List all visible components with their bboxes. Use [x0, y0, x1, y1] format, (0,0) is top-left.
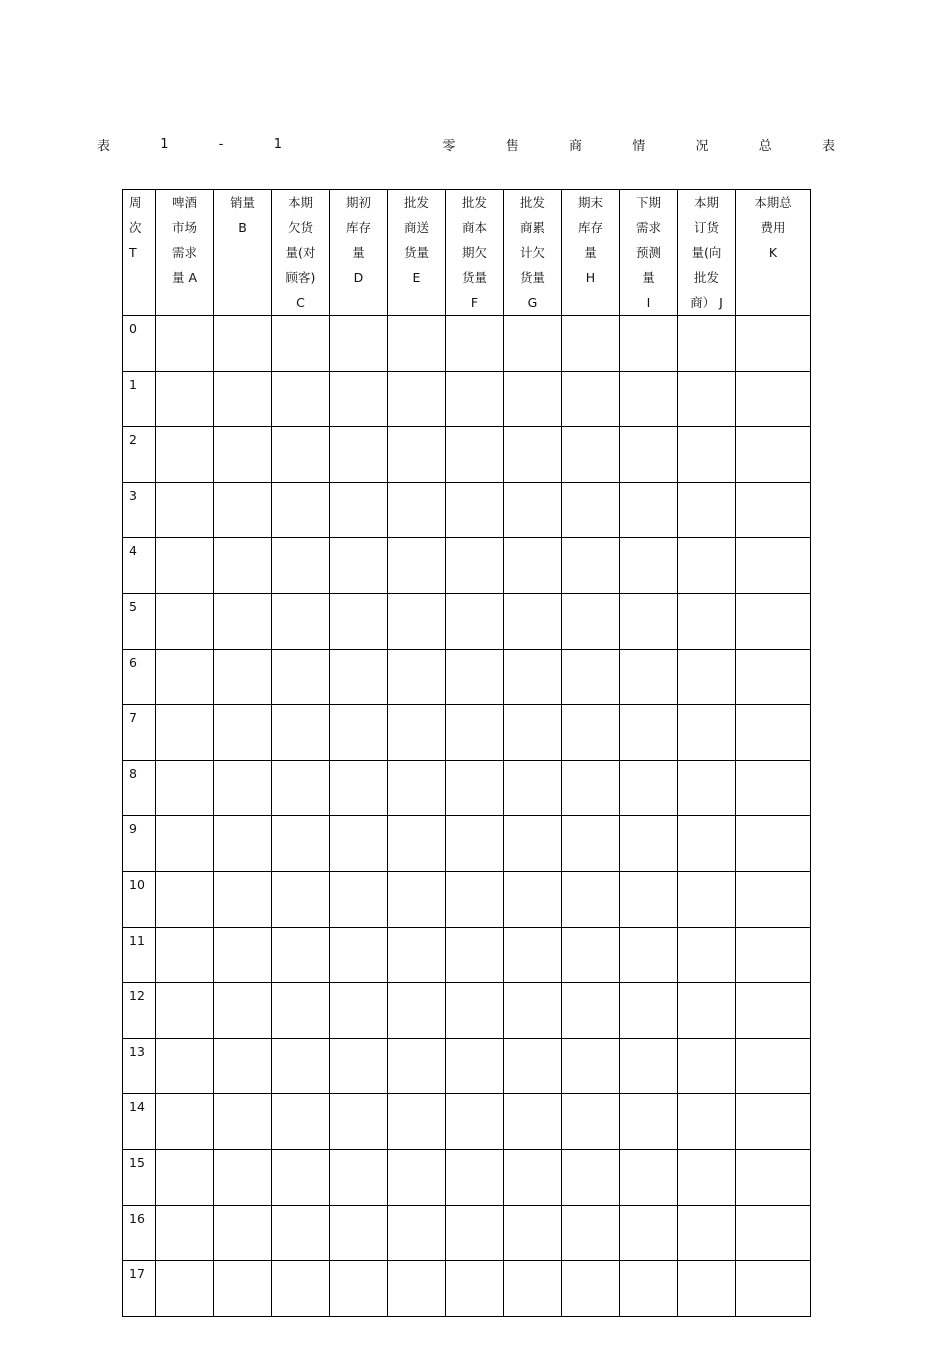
table-row: [123, 927, 811, 983]
title-char: 况: [695, 138, 709, 154]
title-char: -: [218, 136, 224, 152]
empty-cell: [446, 427, 504, 483]
empty-cell: [736, 482, 811, 538]
table-row: [123, 760, 811, 816]
header-cell: [678, 190, 736, 316]
empty-cell: [272, 983, 330, 1039]
header-cell: [562, 190, 620, 316]
empty-cell: [446, 927, 504, 983]
empty-cell: [504, 316, 562, 372]
empty-cell: [272, 482, 330, 538]
empty-cell: [156, 593, 214, 649]
empty-cell: [562, 538, 620, 594]
empty-cell: [156, 1038, 214, 1094]
table-row: [123, 649, 811, 705]
header-label: 本期 订货 量(向 批发 商） J: [690, 195, 723, 310]
empty-cell: [330, 427, 388, 483]
empty-cell: [388, 1261, 446, 1317]
empty-cell: [272, 760, 330, 816]
empty-cell: [388, 1094, 446, 1150]
empty-cell: [272, 1261, 330, 1317]
header-label: 期末 库存 量 H: [577, 195, 603, 285]
empty-cell: [446, 705, 504, 761]
empty-cell: [736, 593, 811, 649]
empty-cell: [388, 705, 446, 761]
title-char: 零: [442, 138, 456, 154]
table-row: [123, 427, 811, 483]
header-label: 期初 库存 量 D: [345, 195, 371, 285]
week-number-cell: 12: [123, 983, 156, 1039]
empty-cell: [156, 1094, 214, 1150]
empty-cell: [678, 371, 736, 427]
week-number-cell: 15: [123, 1149, 156, 1205]
empty-cell: [214, 538, 272, 594]
empty-cell: [156, 816, 214, 872]
empty-cell: [620, 1149, 678, 1205]
empty-cell: [272, 649, 330, 705]
empty-cell: [620, 927, 678, 983]
empty-cell: [504, 705, 562, 761]
empty-cell: [562, 760, 620, 816]
empty-cell: [214, 1205, 272, 1261]
title-char: 商: [568, 138, 582, 154]
empty-cell: [562, 316, 620, 372]
empty-cell: [156, 983, 214, 1039]
empty-cell: [504, 1038, 562, 1094]
empty-cell: [620, 482, 678, 538]
empty-cell: [214, 482, 272, 538]
empty-cell: [504, 983, 562, 1039]
empty-cell: [446, 1205, 504, 1261]
header-cell: [446, 190, 504, 316]
empty-cell: [736, 983, 811, 1039]
empty-cell: [330, 371, 388, 427]
empty-cell: [562, 816, 620, 872]
empty-cell: [388, 482, 446, 538]
table-row: [123, 1205, 811, 1261]
empty-cell: [504, 871, 562, 927]
table-row: [123, 316, 811, 372]
empty-cell: [156, 1261, 214, 1317]
empty-cell: [214, 816, 272, 872]
empty-cell: [678, 482, 736, 538]
empty-cell: [736, 705, 811, 761]
empty-cell: [562, 427, 620, 483]
empty-cell: [504, 760, 562, 816]
empty-cell: [214, 1261, 272, 1317]
empty-cell: [214, 649, 272, 705]
empty-cell: [736, 760, 811, 816]
empty-cell: [388, 593, 446, 649]
empty-cell: [620, 816, 678, 872]
empty-cell: [330, 1094, 388, 1150]
empty-cell: [446, 816, 504, 872]
empty-cell: [446, 482, 504, 538]
empty-cell: [620, 593, 678, 649]
empty-cell: [388, 1038, 446, 1094]
empty-cell: [446, 649, 504, 705]
week-number-cell: 4: [123, 538, 156, 594]
empty-cell: [504, 482, 562, 538]
empty-cell: [330, 482, 388, 538]
empty-cell: [620, 1038, 678, 1094]
empty-cell: [272, 1038, 330, 1094]
header-label: 啤酒 市场 需求 量 A: [171, 195, 198, 285]
empty-cell: [736, 1038, 811, 1094]
empty-cell: [620, 538, 678, 594]
empty-cell: [388, 871, 446, 927]
empty-cell: [272, 705, 330, 761]
empty-cell: [388, 649, 446, 705]
empty-cell: [562, 1261, 620, 1317]
empty-cell: [620, 649, 678, 705]
week-number-cell: 8: [123, 760, 156, 816]
empty-cell: [736, 1094, 811, 1150]
empty-cell: [562, 871, 620, 927]
week-number-cell: 1: [123, 371, 156, 427]
empty-cell: [214, 927, 272, 983]
empty-cell: [678, 816, 736, 872]
empty-cell: [678, 760, 736, 816]
header-row: [123, 190, 811, 316]
table-row: [123, 371, 811, 427]
empty-cell: [214, 983, 272, 1039]
empty-cell: [388, 316, 446, 372]
empty-cell: [736, 316, 811, 372]
header-cell: [156, 190, 214, 316]
empty-cell: [562, 927, 620, 983]
empty-cell: [736, 371, 811, 427]
table-row: [123, 983, 811, 1039]
week-number-cell: 5: [123, 593, 156, 649]
empty-cell: [214, 427, 272, 483]
empty-cell: [330, 316, 388, 372]
week-number-cell: 10: [123, 871, 156, 927]
empty-cell: [156, 871, 214, 927]
table-row: [123, 593, 811, 649]
empty-cell: [214, 316, 272, 372]
empty-cell: [388, 983, 446, 1039]
week-number-cell: 7: [123, 705, 156, 761]
empty-cell: [678, 1261, 736, 1317]
header-cell: [214, 190, 272, 316]
empty-cell: [446, 1261, 504, 1317]
empty-cell: [446, 983, 504, 1039]
header-cell: [272, 190, 330, 316]
empty-cell: [678, 983, 736, 1039]
empty-cell: [330, 538, 388, 594]
empty-cell: [156, 760, 214, 816]
empty-cell: [504, 816, 562, 872]
week-number-cell: 3: [123, 482, 156, 538]
empty-cell: [620, 871, 678, 927]
empty-cell: [562, 1205, 620, 1261]
empty-cell: [272, 538, 330, 594]
empty-cell: [446, 1094, 504, 1150]
empty-cell: [272, 927, 330, 983]
empty-cell: [214, 705, 272, 761]
empty-cell: [330, 816, 388, 872]
empty-cell: [562, 983, 620, 1039]
empty-cell: [446, 538, 504, 594]
header-label: 批发 商本 期欠 货量 F: [461, 195, 487, 310]
empty-cell: [504, 427, 562, 483]
empty-cell: [504, 593, 562, 649]
empty-cell: [272, 593, 330, 649]
empty-cell: [156, 705, 214, 761]
empty-cell: [272, 1094, 330, 1150]
header-cell: [123, 190, 156, 316]
empty-cell: [678, 538, 736, 594]
empty-cell: [678, 1038, 736, 1094]
table-row: [123, 1094, 811, 1150]
empty-cell: [214, 1038, 272, 1094]
empty-cell: [272, 371, 330, 427]
empty-cell: [330, 927, 388, 983]
empty-cell: [736, 538, 811, 594]
header-cell: [388, 190, 446, 316]
empty-cell: [214, 1149, 272, 1205]
empty-cell: [620, 1094, 678, 1150]
week-number-cell: 2: [123, 427, 156, 483]
header-label: 本期总 费用 K: [754, 195, 792, 260]
empty-cell: [562, 371, 620, 427]
empty-cell: [330, 760, 388, 816]
empty-cell: [156, 482, 214, 538]
empty-cell: [446, 316, 504, 372]
empty-cell: [620, 316, 678, 372]
empty-cell: [156, 371, 214, 427]
empty-cell: [388, 371, 446, 427]
table-row: [123, 705, 811, 761]
empty-cell: [214, 593, 272, 649]
empty-cell: [678, 649, 736, 705]
empty-cell: [156, 538, 214, 594]
empty-cell: [446, 1149, 504, 1205]
empty-cell: [330, 1205, 388, 1261]
empty-cell: [272, 816, 330, 872]
table-row: [123, 1149, 811, 1205]
empty-cell: [330, 593, 388, 649]
table-row: [123, 816, 811, 872]
retailer-summary-table: [122, 189, 811, 1317]
empty-cell: [446, 760, 504, 816]
week-number-cell: 0: [123, 316, 156, 372]
empty-cell: [562, 1094, 620, 1150]
empty-cell: [214, 871, 272, 927]
empty-cell: [620, 1205, 678, 1261]
header-cell: [736, 190, 811, 316]
table-row: [123, 538, 811, 594]
empty-cell: [736, 927, 811, 983]
empty-cell: [620, 1261, 678, 1317]
empty-cell: [388, 927, 446, 983]
week-number-cell: 16: [123, 1205, 156, 1261]
empty-cell: [446, 371, 504, 427]
title-char: 1: [273, 136, 282, 152]
empty-cell: [330, 649, 388, 705]
week-number-cell: 11: [123, 927, 156, 983]
empty-cell: [678, 927, 736, 983]
empty-cell: [504, 1094, 562, 1150]
empty-cell: [272, 316, 330, 372]
empty-cell: [562, 593, 620, 649]
header-label: 销量 B: [229, 195, 255, 235]
empty-cell: [504, 649, 562, 705]
empty-cell: [562, 649, 620, 705]
empty-cell: [388, 760, 446, 816]
empty-cell: [678, 316, 736, 372]
empty-cell: [330, 871, 388, 927]
empty-cell: [736, 1149, 811, 1205]
table-row: [123, 482, 811, 538]
empty-cell: [504, 927, 562, 983]
empty-cell: [272, 871, 330, 927]
empty-cell: [736, 1261, 811, 1317]
empty-cell: [388, 816, 446, 872]
empty-cell: [388, 1205, 446, 1261]
table-row: [123, 871, 811, 927]
title-char: 总: [758, 138, 772, 154]
header-label: 下期 需求 预测 量 I: [635, 195, 661, 310]
empty-cell: [504, 1261, 562, 1317]
title-char: 表: [821, 138, 835, 154]
empty-cell: [388, 1149, 446, 1205]
empty-cell: [678, 1149, 736, 1205]
empty-cell: [562, 482, 620, 538]
empty-cell: [736, 427, 811, 483]
empty-cell: [678, 871, 736, 927]
empty-cell: [562, 1149, 620, 1205]
empty-cell: [504, 1205, 562, 1261]
empty-cell: [504, 371, 562, 427]
table-row: [123, 1038, 811, 1094]
empty-cell: [330, 1261, 388, 1317]
empty-cell: [272, 1149, 330, 1205]
empty-cell: [620, 983, 678, 1039]
empty-cell: [620, 760, 678, 816]
week-number-cell: 6: [123, 649, 156, 705]
empty-cell: [736, 649, 811, 705]
empty-cell: [156, 649, 214, 705]
empty-cell: [504, 1149, 562, 1205]
week-number-cell: 13: [123, 1038, 156, 1094]
title-char: 表: [97, 138, 111, 154]
week-number-cell: 17: [123, 1261, 156, 1317]
empty-cell: [678, 427, 736, 483]
empty-cell: [620, 427, 678, 483]
header-label: 本期 欠货 量(对 顾客) C: [285, 195, 316, 310]
empty-cell: [156, 427, 214, 483]
table-title: [97, 133, 835, 155]
empty-cell: [214, 760, 272, 816]
empty-cell: [446, 871, 504, 927]
header-cell: [620, 190, 678, 316]
header-cell: [504, 190, 562, 316]
empty-cell: [330, 1038, 388, 1094]
empty-cell: [156, 316, 214, 372]
empty-cell: [620, 371, 678, 427]
empty-cell: [330, 705, 388, 761]
empty-cell: [214, 1094, 272, 1150]
empty-cell: [678, 705, 736, 761]
title-char: 售: [505, 138, 519, 154]
empty-cell: [736, 816, 811, 872]
empty-cell: [330, 983, 388, 1039]
empty-cell: [214, 371, 272, 427]
empty-cell: [388, 427, 446, 483]
table-row: [123, 1261, 811, 1317]
title-char: 1: [160, 136, 169, 152]
empty-cell: [156, 1205, 214, 1261]
empty-cell: [446, 593, 504, 649]
empty-cell: [156, 927, 214, 983]
empty-cell: [562, 705, 620, 761]
empty-cell: [562, 1038, 620, 1094]
empty-cell: [736, 871, 811, 927]
header-cell: [330, 190, 388, 316]
header-label: 批发 商送 货量 E: [403, 195, 429, 285]
header-label: 批发 商累 计欠 货量 G: [519, 195, 545, 310]
empty-cell: [678, 1094, 736, 1150]
week-number-cell: 9: [123, 816, 156, 872]
empty-cell: [272, 427, 330, 483]
header-label: 周 次 T: [129, 195, 142, 260]
empty-cell: [736, 1205, 811, 1261]
empty-cell: [272, 1205, 330, 1261]
empty-cell: [156, 1149, 214, 1205]
empty-cell: [446, 1038, 504, 1094]
empty-cell: [678, 593, 736, 649]
title-char: 情: [632, 138, 646, 154]
empty-cell: [504, 538, 562, 594]
empty-cell: [678, 1205, 736, 1261]
empty-cell: [330, 1149, 388, 1205]
week-number-cell: 14: [123, 1094, 156, 1150]
empty-cell: [388, 538, 446, 594]
empty-cell: [620, 705, 678, 761]
